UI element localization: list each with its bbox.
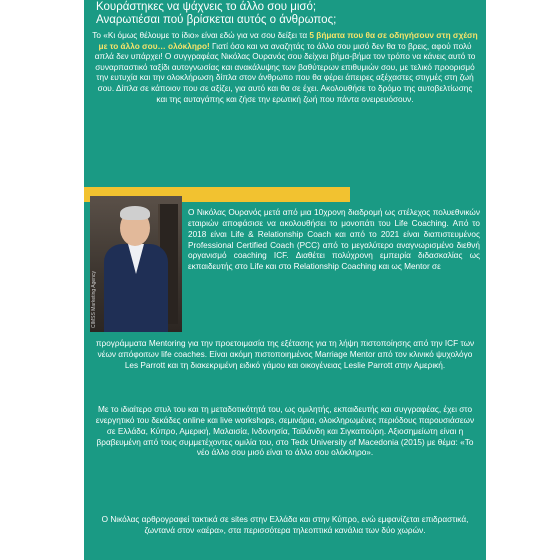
heading-line-1: Κουράστηκες να ψάχνεις το άλλο σου μισό; <box>96 1 317 13</box>
back-cover <box>84 0 486 560</box>
intro-paragraph <box>92 31 478 105</box>
intro-text-before: Το «Κι όμως θέλουμε το ίδιο» είναι εδώ για να σου δείξει τα <box>92 31 310 40</box>
author-bio-paragraph-1: Ο Νικόλας Ουρανός μετά από μια 10χρονη διαδρομή ως στέλεχος πολυεθνικών εταιριών αποφάσισε να ακολουθήσει το μονοπάτι του Life Coaching. Από το 2018 είναι Life & Relationship Coach και από το 2021 είναι διαπιστευμένος Professional Certified Coach (PCC) από το μεγαλύτερο αναγνωρισμένο διεθνή οργανισμό coaching ICF. Διαθέτει πολύχρονη εμπειρία διδασκαλίας ως εκπαιδευτής στο Life και στο Relationship Coaching και ως Mentor σε <box>188 208 480 272</box>
heading <box>96 1 476 27</box>
intro-highlight: 5 βήματα που θα σε οδηγήσουν στη σχέση με το άλλο σου… ολόκληρο! <box>98 31 478 51</box>
author-photo <box>90 196 182 332</box>
author-bio-paragraph-3: Με το ιδιαίτερο στυλ του και τη μεταδοτικότητά του, ως ομιλητής, εκπαιδευτής και συγγραφέας, έχει στο ενεργητικό του δεκάδες online και live workshops, σεμινάρια, ολοκληρωμένες περιόδους παρουσιάσεων σε Ελλάδα, Κύπρο, Αμερική, Μαλαισία, Ινδονησία, Ταϊλάνδη και Σιγκαπούρη. Αξιοσημείωτη είναι η βραβευμένη από τους συμμετέχοντες ομιλία του, στο Tedx University of Macedonia (2015) με θέμα: «Το νέο άλλο σου μισό είναι το άλλο σου ολόκληρο». <box>95 405 475 458</box>
author-bio-paragraph-2: προγράμματα Mentoring για την προετοιμασία της εξέτασης για τη λήψη πιστοποίησης από την ICF των νέων απόφοιτων life coaches. Είναι ακόμη πιστοποιημένος Marriage Mentor από τον κλινικό ψυχολόγο Les Parrott και τη διακεκριμένη ειδικό γάμου και οικογένειας Leslie Parrott στην Αμερική. <box>95 339 475 370</box>
photo-watermark: CIMSS Marketing Agency <box>91 271 97 328</box>
author-bio-paragraph-4: Ο Νικόλας αρθρογραφεί τακτικά σε sites στην Ελλάδα και στην Κύπρο, ενώ εμφανίζεται επιδραστικά, ζωντανά στον «αέρα», στα περισσότερα τηλεοπτικά κανάλια των δύο χωρών. <box>101 515 469 535</box>
heading-line-2: Αναρωτιέσαι πού βρίσκεται αυτός ο άνθρωπος; <box>96 14 337 26</box>
photo-hair <box>120 206 150 220</box>
intro-text-after: Γιατί όσο και να αναζητάς το άλλο σου μισό δεν θα το βρεις, αφού πολύ απλά δεν υπάρχει! Ο συγγραφέας Νικόλας Ουρανός σου δείχνει βήμα-βήμα τον τρόπο να κάνεις αυτό το συναρπαστικό ταξίδι αυτογνωσίας και ανακάλυψης των βαθύτερων επιθυμιών σου, με τελικό προορισμό την ευτυχία και την ολοκλήρωση δίπλα στον άνθρωπο που θα φέρει άπειρες αξέχαστες στιγμές στη ζωή σου. Δίπλα σε κάποιον που σε αξίζει, για αυτό και θα σε έχει. Ακολουθήσε το δρόμο της αυτοβελτίωσης και της αυταγάπης και ζήσε την ερωτική ζωή που πάντα ονειρευόσουν. <box>94 41 476 104</box>
